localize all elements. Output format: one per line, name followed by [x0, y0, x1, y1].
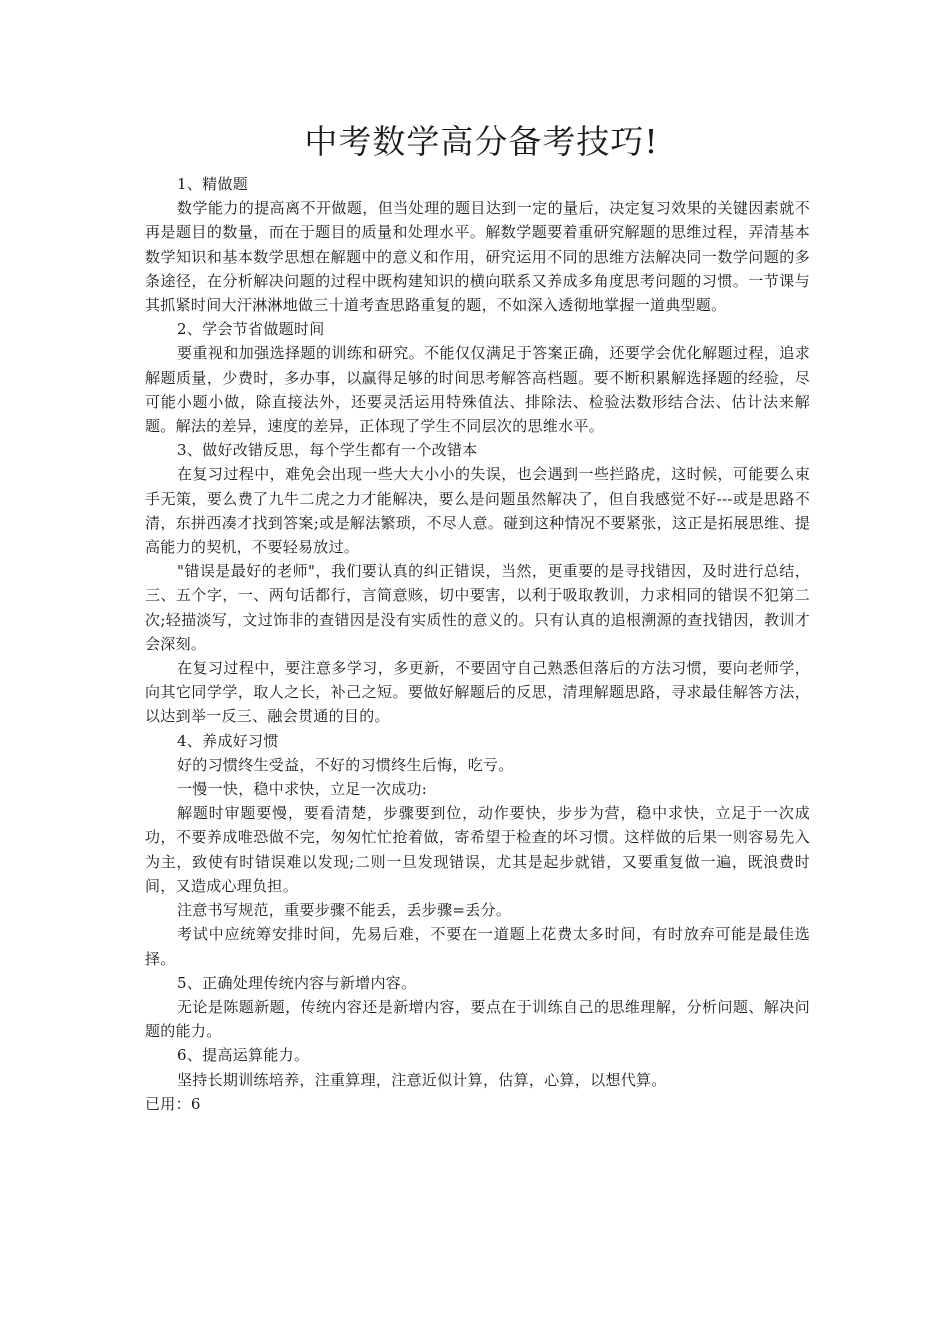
body-paragraph: 坚持长期训练培养，注重算理，注意近似计算，估算，心算，以想代算。: [177, 1070, 667, 1089]
section-heading: 2、学会节省做题时间: [177, 320, 325, 339]
document-page: [145, 118, 810, 1116]
body-paragraph: 在复习过程中，要注意多学习，多更新，不要固守自己熟悉但落后的方法习惯，要向老师学，向其它同学学，取人之长，补己之短。要做好解题后的反思，清理解题思路，寻求最佳解答方法，以达到举一反三、融会贯通的目的。: [145, 659, 810, 726]
section-heading: 4、养成好习惯: [177, 731, 279, 750]
body-paragraph: 在复习过程中，难免会出现一些大大小小的失误，也会遇到一些拦路虎，这时候，可能要么束手无策，要么费了九牛二虎之力才能解决，要么是问题虽然解决了，但自我感觉不好---或是思路不清，东拼西凑才找到答案;或是解法繁琐，不尽人意。碰到这种情况不要紧张，这正是拓展思维、提高能力的契机，不要轻易放过。: [145, 465, 810, 557]
body-paragraph: 注意书写规范，重要步骤不能丢，丢步骤=丢分。: [177, 901, 512, 920]
usage-footer: 已用：6: [145, 1094, 201, 1113]
body-paragraph: 考试中应统筹安排时间，先易后难，不要在一道题上花费太多时间，有时放弃可能是最佳选择。: [145, 925, 810, 968]
body-paragraph: "错误是最好的老师"，我们要认真的纠正错误，当然，更重要的是寻找错因，及时进行总结，三、五个字，一、两句话都行，言简意赅，切中要害，以利于吸取教训，力求相同的错误不犯第二次;轻描淡写，文过饰非的查错因是没有实质性的意义的。只有认真的追根溯源的查找错因，教训才会深刻。: [145, 562, 810, 653]
section-heading: 6、提高运算能力。: [177, 1046, 310, 1065]
document-body: [145, 172, 810, 1092]
section-heading: 5、正确处理传统内容与新增内容。: [177, 973, 417, 992]
section-heading: 3、做好改错反思，每个学生都有一个改错本: [177, 441, 478, 460]
body-paragraph: 好的习惯终生受益，不好的习惯终生后悔，吃亏。: [177, 755, 514, 774]
body-paragraph: 解题时审题要慢，要看清楚，步骤要到位，动作要快，步步为营，稳中求快，立足于一次成功，不要养成唯恐做不完，匆匆忙忙抢着做，寄希望于检查的坏习惯。这样做的后果一则容易先入为主，致使有时错误难以发现;二则一旦发现错误，尤其是起步就错，又要重复做一遍，既浪费时间，又造成心理负担。: [145, 804, 810, 895]
section-heading: 1、精做题: [177, 175, 249, 193]
document-title: 中考数学高分备考技巧!: [304, 122, 659, 161]
body-paragraph: 一慢一快，稳中求快，立足一次成功:: [177, 780, 428, 799]
body-paragraph: 要重视和加强选择题的训练和研究。不能仅仅满足于答案正确，还要学会优化解题过程，追求解题质量，少费时，多办事，以赢得足够的时间思考解答高档题。要不断积累解选择题的经验，尽可能小题小做，除直接法外，还要灵活运用特殊值法、排除法、检验法数形结合法、估计法来解题。解法的差异，速度的差异，正体现了学生不同层次的思维水平。: [145, 344, 810, 436]
body-paragraph: 无论是陈题新题，传统内容还是新增内容，要点在于训练自己的思维理解，分析问题、解决问题的能力。: [145, 997, 810, 1041]
body-paragraph: 数学能力的提高离不开做题，但当处理的题目达到一定的量后，决定复习效果的关键因素就不再是题目的数量，而在于题目的质量和处理水平。解数学题要着重研究解题的思维过程，弄清基本数学知识和基本数学思想在解题中的意义和作用，研究运用不同的思维方法解决同一数学问题的多条途径，在分析解决问题的过程中既构建知识的横向联系又养成多角度思考问题的习惯。一节课与其抓紧时间大汗淋淋地做三十道考查思路重复的题，不如深入透彻地掌握一道典型题。: [145, 199, 810, 315]
